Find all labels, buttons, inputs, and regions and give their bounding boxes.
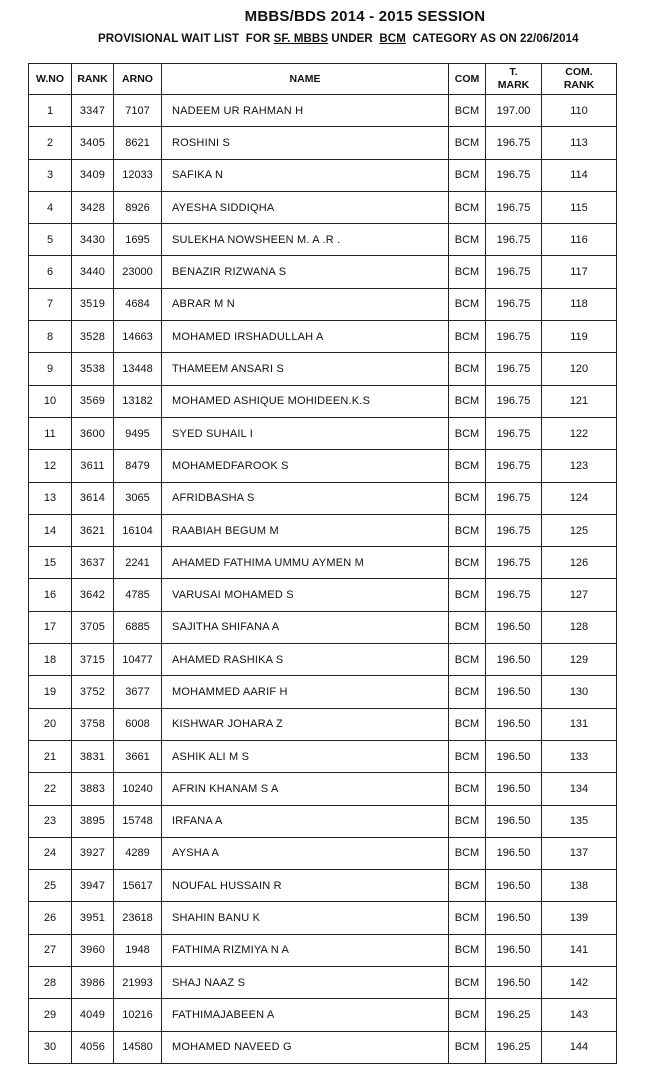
cell-com: BCM bbox=[449, 644, 486, 676]
table-row bbox=[29, 256, 617, 288]
cell-arno: 10240 bbox=[114, 773, 162, 805]
cell-name: SYED SUHAIL I bbox=[162, 417, 449, 449]
cell-name: SHAHIN BANU K bbox=[162, 902, 449, 934]
cell-rank: 3347 bbox=[72, 95, 114, 127]
table-row bbox=[29, 353, 617, 385]
cell-tmark: 196.25 bbox=[486, 1031, 542, 1063]
column-header-comrank-line1: COM. bbox=[565, 66, 593, 78]
cell-name: AYESHA SIDDIQHA bbox=[162, 191, 449, 223]
cell-rank: 3440 bbox=[72, 256, 114, 288]
cell-rank: 3951 bbox=[72, 902, 114, 934]
column-header-name: NAME bbox=[162, 64, 449, 95]
cell-tmark: 196.75 bbox=[486, 417, 542, 449]
cell-tmark: 196.50 bbox=[486, 870, 542, 902]
cell-com: BCM bbox=[449, 288, 486, 320]
cell-comrank: 114 bbox=[542, 159, 617, 191]
table-row bbox=[29, 417, 617, 449]
cell-com: BCM bbox=[449, 224, 486, 256]
cell-comrank: 121 bbox=[542, 385, 617, 417]
column-header-rank: RANK bbox=[72, 64, 114, 95]
table-row bbox=[29, 127, 617, 159]
cell-wno: 29 bbox=[29, 999, 72, 1031]
cell-name: FATHIMA RIZMIYA N A bbox=[162, 934, 449, 966]
table-row bbox=[29, 805, 617, 837]
cell-com: BCM bbox=[449, 514, 486, 546]
cell-wno: 20 bbox=[29, 708, 72, 740]
cell-rank: 3528 bbox=[72, 321, 114, 353]
cell-rank: 3883 bbox=[72, 773, 114, 805]
table-row bbox=[29, 159, 617, 191]
column-header-tmark-line1: T. bbox=[509, 66, 518, 78]
cell-tmark: 196.50 bbox=[486, 676, 542, 708]
cell-comrank: 135 bbox=[542, 805, 617, 837]
cell-rank: 3519 bbox=[72, 288, 114, 320]
cell-wno: 28 bbox=[29, 967, 72, 999]
cell-tmark: 196.75 bbox=[486, 127, 542, 159]
cell-name: AHAMED FATHIMA UMMU AYMEN M bbox=[162, 547, 449, 579]
column-header-comrank bbox=[542, 64, 617, 95]
cell-wno: 4 bbox=[29, 191, 72, 223]
cell-name: RAABIAH BEGUM M bbox=[162, 514, 449, 546]
table-row bbox=[29, 934, 617, 966]
cell-tmark: 196.50 bbox=[486, 773, 542, 805]
table-row bbox=[29, 902, 617, 934]
cell-wno: 16 bbox=[29, 579, 72, 611]
cell-arno: 1948 bbox=[114, 934, 162, 966]
cell-tmark: 196.75 bbox=[486, 256, 542, 288]
table-row bbox=[29, 321, 617, 353]
cell-name: VARUSAI MOHAMED S bbox=[162, 579, 449, 611]
table-row bbox=[29, 708, 617, 740]
table-row bbox=[29, 579, 617, 611]
cell-com: BCM bbox=[449, 256, 486, 288]
cell-name: SHAJ NAAZ S bbox=[162, 967, 449, 999]
cell-rank: 3758 bbox=[72, 708, 114, 740]
cell-arno: 6885 bbox=[114, 611, 162, 643]
cell-comrank: 126 bbox=[542, 547, 617, 579]
cell-comrank: 133 bbox=[542, 740, 617, 772]
cell-name: AFRIN KHANAM S A bbox=[162, 773, 449, 805]
cell-com: BCM bbox=[449, 902, 486, 934]
cell-rank: 3947 bbox=[72, 870, 114, 902]
cell-tmark: 196.50 bbox=[486, 967, 542, 999]
cell-rank: 3538 bbox=[72, 353, 114, 385]
cell-rank: 3642 bbox=[72, 579, 114, 611]
cell-arno: 2241 bbox=[114, 547, 162, 579]
cell-rank: 3705 bbox=[72, 611, 114, 643]
cell-tmark: 196.75 bbox=[486, 579, 542, 611]
cell-tmark: 196.75 bbox=[486, 353, 542, 385]
cell-tmark: 196.75 bbox=[486, 321, 542, 353]
cell-wno: 18 bbox=[29, 644, 72, 676]
cell-com: BCM bbox=[449, 547, 486, 579]
cell-arno: 15617 bbox=[114, 870, 162, 902]
cell-tmark: 196.75 bbox=[486, 547, 542, 579]
cell-com: BCM bbox=[449, 450, 486, 482]
table-row bbox=[29, 514, 617, 546]
cell-com: BCM bbox=[449, 385, 486, 417]
cell-name: AFRIDBASHA S bbox=[162, 482, 449, 514]
subtitle-prefix: PROVISIONAL WAIT LIST FOR bbox=[98, 33, 274, 45]
cell-wno: 17 bbox=[29, 611, 72, 643]
cell-comrank: 138 bbox=[542, 870, 617, 902]
cell-comrank: 139 bbox=[542, 902, 617, 934]
cell-tmark: 196.50 bbox=[486, 902, 542, 934]
cell-com: BCM bbox=[449, 999, 486, 1031]
subtitle-course: SF. MBBS bbox=[273, 33, 329, 45]
cell-com: BCM bbox=[449, 837, 486, 869]
cell-arno: 4289 bbox=[114, 837, 162, 869]
table-row bbox=[29, 837, 617, 869]
cell-arno: 12033 bbox=[114, 159, 162, 191]
cell-arno: 3677 bbox=[114, 676, 162, 708]
cell-com: BCM bbox=[449, 579, 486, 611]
column-header-comrank-line2: RANK bbox=[563, 79, 595, 91]
cell-arno: 15748 bbox=[114, 805, 162, 837]
table-row bbox=[29, 450, 617, 482]
cell-arno: 13448 bbox=[114, 353, 162, 385]
table-row bbox=[29, 740, 617, 772]
cell-tmark: 196.75 bbox=[486, 159, 542, 191]
cell-rank: 3409 bbox=[72, 159, 114, 191]
cell-name: FATHIMAJABEEN A bbox=[162, 999, 449, 1031]
cell-tmark: 196.75 bbox=[486, 514, 542, 546]
cell-tmark: 196.50 bbox=[486, 740, 542, 772]
cell-arno: 3065 bbox=[114, 482, 162, 514]
cell-tmark: 196.25 bbox=[486, 999, 542, 1031]
cell-comrank: 134 bbox=[542, 773, 617, 805]
cell-wno: 7 bbox=[29, 288, 72, 320]
cell-comrank: 116 bbox=[542, 224, 617, 256]
cell-comrank: 123 bbox=[542, 450, 617, 482]
cell-rank: 3600 bbox=[72, 417, 114, 449]
cell-wno: 12 bbox=[29, 450, 72, 482]
column-header-com: COM bbox=[449, 64, 486, 95]
cell-wno: 25 bbox=[29, 870, 72, 902]
cell-arno: 16104 bbox=[114, 514, 162, 546]
table-row bbox=[29, 191, 617, 223]
cell-rank: 3405 bbox=[72, 127, 114, 159]
cell-name: NADEEM UR RAHMAN H bbox=[162, 95, 449, 127]
cell-wno: 22 bbox=[29, 773, 72, 805]
cell-name: IRFANA A bbox=[162, 805, 449, 837]
table-row bbox=[29, 224, 617, 256]
cell-wno: 23 bbox=[29, 805, 72, 837]
cell-rank: 3960 bbox=[72, 934, 114, 966]
column-header-wno: W.NO bbox=[29, 64, 72, 95]
cell-com: BCM bbox=[449, 191, 486, 223]
cell-tmark: 196.50 bbox=[486, 611, 542, 643]
cell-arno: 14580 bbox=[114, 1031, 162, 1063]
cell-rank: 3569 bbox=[72, 385, 114, 417]
cell-arno: 10477 bbox=[114, 644, 162, 676]
cell-arno: 4684 bbox=[114, 288, 162, 320]
cell-arno: 10216 bbox=[114, 999, 162, 1031]
wait-list-table bbox=[28, 63, 617, 1064]
cell-arno: 13182 bbox=[114, 385, 162, 417]
table-row bbox=[29, 870, 617, 902]
cell-arno: 23618 bbox=[114, 902, 162, 934]
cell-wno: 6 bbox=[29, 256, 72, 288]
table-row bbox=[29, 611, 617, 643]
cell-com: BCM bbox=[449, 773, 486, 805]
cell-comrank: 125 bbox=[542, 514, 617, 546]
cell-wno: 5 bbox=[29, 224, 72, 256]
cell-com: BCM bbox=[449, 805, 486, 837]
cell-com: BCM bbox=[449, 967, 486, 999]
cell-com: BCM bbox=[449, 611, 486, 643]
cell-name: ABRAR M N bbox=[162, 288, 449, 320]
cell-wno: 1 bbox=[29, 95, 72, 127]
cell-comrank: 124 bbox=[542, 482, 617, 514]
cell-wno: 15 bbox=[29, 547, 72, 579]
cell-wno: 27 bbox=[29, 934, 72, 966]
cell-name: SAFIKA N bbox=[162, 159, 449, 191]
table-row bbox=[29, 547, 617, 579]
cell-arno: 3661 bbox=[114, 740, 162, 772]
cell-rank: 3614 bbox=[72, 482, 114, 514]
cell-tmark: 196.50 bbox=[486, 934, 542, 966]
cell-name: BENAZIR RIZWANA S bbox=[162, 256, 449, 288]
cell-wno: 10 bbox=[29, 385, 72, 417]
cell-wno: 30 bbox=[29, 1031, 72, 1063]
table-row bbox=[29, 288, 617, 320]
cell-comrank: 115 bbox=[542, 191, 617, 223]
cell-comrank: 137 bbox=[542, 837, 617, 869]
cell-wno: 8 bbox=[29, 321, 72, 353]
table-row bbox=[29, 773, 617, 805]
cell-tmark: 196.50 bbox=[486, 644, 542, 676]
column-header-arno: ARNO bbox=[114, 64, 162, 95]
cell-comrank: 117 bbox=[542, 256, 617, 288]
cell-name: KISHWAR JOHARA Z bbox=[162, 708, 449, 740]
cell-tmark: 196.75 bbox=[486, 385, 542, 417]
cell-name: ROSHINI S bbox=[162, 127, 449, 159]
cell-comrank: 143 bbox=[542, 999, 617, 1031]
cell-comrank: 142 bbox=[542, 967, 617, 999]
cell-rank: 3430 bbox=[72, 224, 114, 256]
cell-tmark: 197.00 bbox=[486, 95, 542, 127]
cell-rank: 3895 bbox=[72, 805, 114, 837]
cell-com: BCM bbox=[449, 127, 486, 159]
table-row bbox=[29, 95, 617, 127]
table-row bbox=[29, 1031, 617, 1063]
cell-com: BCM bbox=[449, 353, 486, 385]
cell-arno: 4785 bbox=[114, 579, 162, 611]
cell-arno: 9495 bbox=[114, 417, 162, 449]
cell-rank: 3637 bbox=[72, 547, 114, 579]
cell-comrank: 122 bbox=[542, 417, 617, 449]
cell-com: BCM bbox=[449, 870, 486, 902]
cell-rank: 4049 bbox=[72, 999, 114, 1031]
cell-com: BCM bbox=[449, 321, 486, 353]
cell-wno: 13 bbox=[29, 482, 72, 514]
cell-tmark: 196.75 bbox=[486, 191, 542, 223]
cell-name: SAJITHA SHIFANA A bbox=[162, 611, 449, 643]
cell-wno: 19 bbox=[29, 676, 72, 708]
cell-name: MOHAMEDFAROOK S bbox=[162, 450, 449, 482]
table-row bbox=[29, 644, 617, 676]
table-row bbox=[29, 999, 617, 1031]
cell-wno: 2 bbox=[29, 127, 72, 159]
cell-name: MOHAMMED AARIF H bbox=[162, 676, 449, 708]
cell-comrank: 118 bbox=[542, 288, 617, 320]
cell-comrank: 110 bbox=[542, 95, 617, 127]
cell-com: BCM bbox=[449, 1031, 486, 1063]
cell-comrank: 127 bbox=[542, 579, 617, 611]
cell-tmark: 196.50 bbox=[486, 837, 542, 869]
cell-name: AYSHA A bbox=[162, 837, 449, 869]
cell-com: BCM bbox=[449, 95, 486, 127]
cell-arno: 23000 bbox=[114, 256, 162, 288]
cell-wno: 3 bbox=[29, 159, 72, 191]
cell-wno: 11 bbox=[29, 417, 72, 449]
cell-rank: 4056 bbox=[72, 1031, 114, 1063]
cell-com: BCM bbox=[449, 708, 486, 740]
cell-comrank: 120 bbox=[542, 353, 617, 385]
table-row bbox=[29, 967, 617, 999]
cell-name: ASHIK ALI M S bbox=[162, 740, 449, 772]
cell-tmark: 196.75 bbox=[486, 224, 542, 256]
cell-name: MOHAMED NAVEED G bbox=[162, 1031, 449, 1063]
cell-com: BCM bbox=[449, 934, 486, 966]
cell-arno: 21993 bbox=[114, 967, 162, 999]
cell-comrank: 113 bbox=[542, 127, 617, 159]
cell-comrank: 128 bbox=[542, 611, 617, 643]
cell-name: MOHAMED IRSHADULLAH A bbox=[162, 321, 449, 353]
cell-wno: 9 bbox=[29, 353, 72, 385]
table-row bbox=[29, 385, 617, 417]
cell-rank: 3621 bbox=[72, 514, 114, 546]
cell-wno: 14 bbox=[29, 514, 72, 546]
cell-wno: 24 bbox=[29, 837, 72, 869]
cell-tmark: 196.75 bbox=[486, 450, 542, 482]
subtitle-suffix: CATEGORY AS ON 22/06/2014 bbox=[405, 33, 579, 45]
cell-rank: 3927 bbox=[72, 837, 114, 869]
cell-rank: 3428 bbox=[72, 191, 114, 223]
subtitle-category: BCM bbox=[379, 33, 406, 45]
subtitle-mid: UNDER bbox=[328, 33, 380, 45]
cell-arno: 8479 bbox=[114, 450, 162, 482]
cell-arno: 14663 bbox=[114, 321, 162, 353]
cell-arno: 7107 bbox=[114, 95, 162, 127]
cell-tmark: 196.50 bbox=[486, 708, 542, 740]
cell-rank: 3752 bbox=[72, 676, 114, 708]
cell-name: MOHAMED ASHIQUE MOHIDEEN.K.S bbox=[162, 385, 449, 417]
cell-comrank: 144 bbox=[542, 1031, 617, 1063]
cell-tmark: 196.50 bbox=[486, 805, 542, 837]
cell-comrank: 141 bbox=[542, 934, 617, 966]
page-title: MBBS/BDS 2014 - 2015 SESSION bbox=[244, 8, 486, 25]
cell-arno: 8621 bbox=[114, 127, 162, 159]
cell-com: BCM bbox=[449, 740, 486, 772]
cell-arno: 1695 bbox=[114, 224, 162, 256]
table-row bbox=[29, 482, 617, 514]
page-subtitle bbox=[98, 33, 579, 45]
table-header-row bbox=[29, 64, 617, 95]
cell-com: BCM bbox=[449, 417, 486, 449]
cell-arno: 6008 bbox=[114, 708, 162, 740]
cell-rank: 3715 bbox=[72, 644, 114, 676]
cell-arno: 8926 bbox=[114, 191, 162, 223]
cell-rank: 3986 bbox=[72, 967, 114, 999]
cell-comrank: 130 bbox=[542, 676, 617, 708]
cell-tmark: 196.75 bbox=[486, 288, 542, 320]
cell-rank: 3611 bbox=[72, 450, 114, 482]
cell-comrank: 129 bbox=[542, 644, 617, 676]
cell-com: BCM bbox=[449, 676, 486, 708]
cell-com: BCM bbox=[449, 159, 486, 191]
cell-tmark: 196.75 bbox=[486, 482, 542, 514]
cell-wno: 21 bbox=[29, 740, 72, 772]
column-header-tmark bbox=[486, 64, 542, 95]
table-row bbox=[29, 676, 617, 708]
column-header-tmark-line2: MARK bbox=[497, 79, 530, 91]
cell-name: NOUFAL HUSSAIN R bbox=[162, 870, 449, 902]
cell-wno: 26 bbox=[29, 902, 72, 934]
cell-name: SULEKHA NOWSHEEN M. A .R . bbox=[162, 224, 449, 256]
cell-rank: 3831 bbox=[72, 740, 114, 772]
cell-name: THAMEEM ANSARI S bbox=[162, 353, 449, 385]
cell-comrank: 131 bbox=[542, 708, 617, 740]
cell-com: BCM bbox=[449, 482, 486, 514]
cell-name: AHAMED RASHIKA S bbox=[162, 644, 449, 676]
cell-comrank: 119 bbox=[542, 321, 617, 353]
